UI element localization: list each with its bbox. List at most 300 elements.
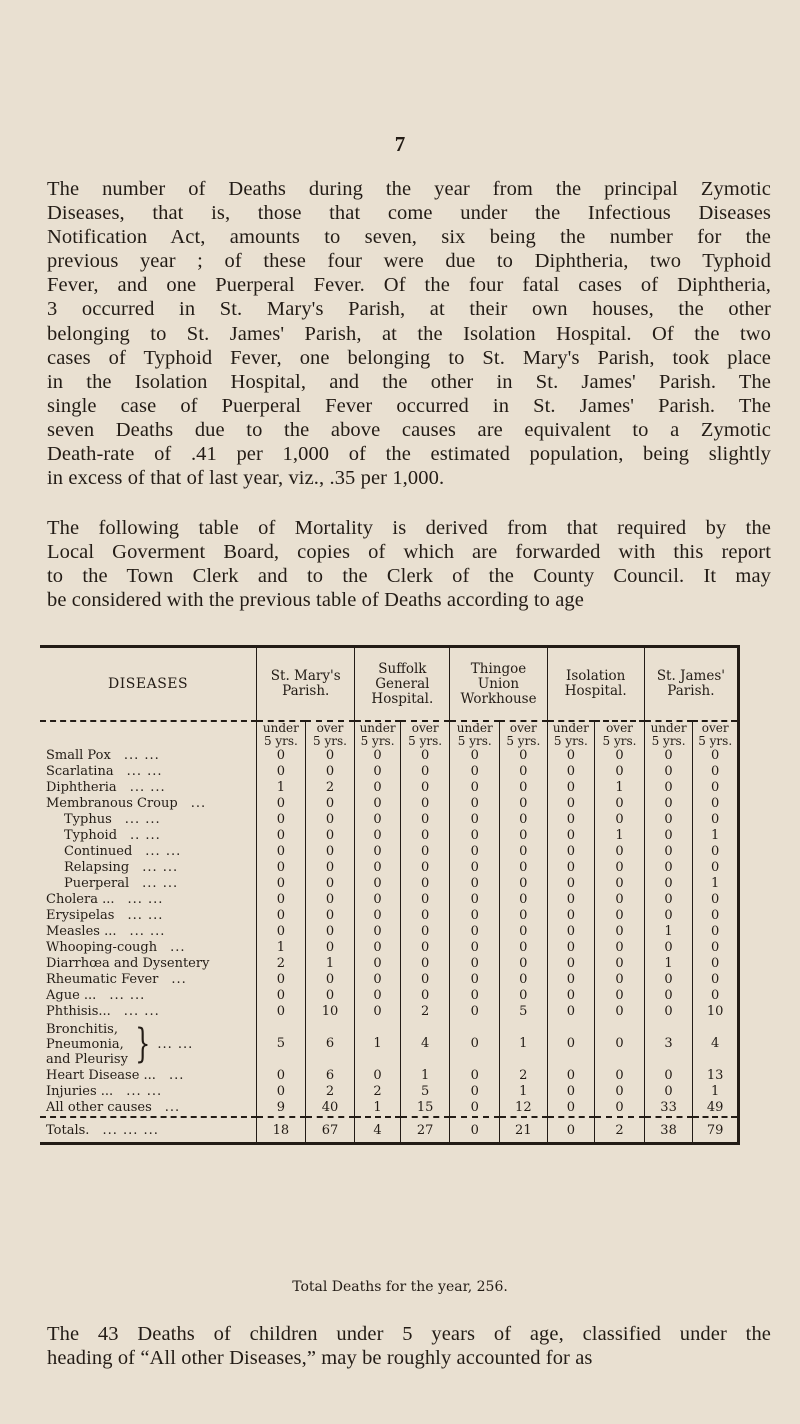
text-line: Notification Act, amounts to seven, six being the number for the bbox=[47, 226, 771, 249]
age-label: over bbox=[606, 721, 633, 735]
table-row bbox=[40, 1084, 739, 1100]
death-count-cell: 0 bbox=[257, 1004, 306, 1020]
text-line: single case of Puerperal Fever occurred in St. James' Parish. The bbox=[47, 394, 771, 417]
death-count-cell: 0 bbox=[547, 812, 595, 828]
brace-icon: } bbox=[135, 1021, 151, 1067]
death-count-cell: 0 bbox=[693, 988, 739, 1004]
age-label: 5 yrs. bbox=[553, 734, 588, 748]
table-row bbox=[40, 876, 739, 892]
disease-label: Puerperal bbox=[64, 876, 130, 891]
death-count-cell: 0 bbox=[355, 908, 401, 924]
death-count-cell: 0 bbox=[644, 764, 693, 780]
death-count-cell: 0 bbox=[693, 956, 739, 972]
disease-label: Small Pox bbox=[46, 748, 111, 763]
total-count-cell: 2 bbox=[595, 1117, 645, 1144]
age-header-over-5-yrs bbox=[400, 721, 450, 748]
death-count-cell: 0 bbox=[595, 764, 645, 780]
death-count-cell: 2 bbox=[305, 780, 355, 796]
leader-dots: ... ... bbox=[126, 1084, 163, 1099]
death-count-cell: 0 bbox=[450, 876, 500, 892]
death-count-cell: 0 bbox=[644, 812, 693, 828]
table-row bbox=[40, 1020, 739, 1068]
disease-label: Injuries ... bbox=[46, 1084, 114, 1099]
death-count-cell: 0 bbox=[547, 956, 595, 972]
age-label: 5 yrs. bbox=[360, 734, 395, 748]
death-count-cell: 0 bbox=[693, 972, 739, 988]
disease-label: Diarrhœa and Dysentery bbox=[46, 956, 210, 971]
group-header-line: Parish. bbox=[282, 683, 330, 699]
disease-label: All other causes bbox=[46, 1100, 152, 1115]
death-count-cell: 0 bbox=[547, 1068, 595, 1084]
death-count-cell: 0 bbox=[257, 876, 306, 892]
death-count-cell: 0 bbox=[305, 796, 355, 812]
death-count-cell: 0 bbox=[450, 988, 500, 1004]
age-label: over bbox=[509, 721, 537, 735]
text-line: seven Deaths due to the above causes are equivalent to a Zymotic bbox=[47, 418, 771, 441]
group-header-st-marys bbox=[257, 647, 355, 722]
death-count-cell: 0 bbox=[400, 748, 450, 764]
death-count-cell: 0 bbox=[257, 796, 306, 812]
death-count-cell: 0 bbox=[257, 844, 306, 860]
table-row bbox=[40, 924, 739, 940]
death-count-cell: 0 bbox=[257, 1068, 306, 1084]
table-row bbox=[40, 764, 739, 780]
death-count-cell: 0 bbox=[644, 780, 693, 796]
age-header-over-5-yrs bbox=[500, 721, 548, 748]
death-count-cell: 0 bbox=[547, 988, 595, 1004]
age-label: under bbox=[359, 721, 396, 735]
death-count-cell: 0 bbox=[400, 876, 450, 892]
death-count-cell: 0 bbox=[450, 1068, 500, 1084]
paragraph-children-deaths bbox=[47, 1322, 771, 1370]
death-count-cell: 0 bbox=[355, 796, 401, 812]
death-count-cell: 0 bbox=[355, 764, 401, 780]
death-count-cell: 4 bbox=[693, 1020, 739, 1068]
death-count-cell: 0 bbox=[400, 844, 450, 860]
death-count-cell: 0 bbox=[305, 764, 355, 780]
table-row bbox=[40, 796, 739, 812]
death-count-cell: 0 bbox=[355, 956, 401, 972]
text-line: previous year ; of these four were due to Diphtheria, two Typhoid bbox=[47, 250, 771, 273]
death-count-cell: 0 bbox=[693, 812, 739, 828]
death-count-cell: 0 bbox=[644, 828, 693, 844]
age-label: 5 yrs. bbox=[313, 734, 347, 748]
group-header-line: Workhouse bbox=[460, 690, 537, 707]
text-line: heading of “All other Diseases,” may be roughly accounted for as bbox=[47, 1347, 593, 1370]
disease-name-line: Pneumonia, bbox=[46, 1036, 124, 1052]
death-count-cell: 0 bbox=[595, 1020, 645, 1068]
age-header-under-5-yrs bbox=[547, 721, 595, 748]
disease-label: Ague ... bbox=[46, 988, 97, 1003]
death-count-cell: 0 bbox=[305, 908, 355, 924]
group-header-line: Suffolk bbox=[378, 660, 427, 677]
disease-name bbox=[40, 748, 257, 764]
death-count-cell: 0 bbox=[500, 780, 548, 796]
death-count-cell: 0 bbox=[400, 812, 450, 828]
death-count-cell: 0 bbox=[547, 828, 595, 844]
death-count-cell: 0 bbox=[500, 860, 548, 876]
death-count-cell: 0 bbox=[693, 924, 739, 940]
death-count-cell: 0 bbox=[257, 924, 306, 940]
table-row bbox=[40, 908, 739, 924]
leader-dots: ... ... bbox=[129, 924, 166, 939]
death-count-cell: 0 bbox=[500, 844, 548, 860]
age-label: 5 yrs. bbox=[698, 734, 733, 748]
disease-name bbox=[40, 780, 257, 796]
death-count-cell: 0 bbox=[693, 764, 739, 780]
death-count-cell: 0 bbox=[450, 1004, 500, 1020]
death-count-cell: 1 bbox=[305, 956, 355, 972]
leader-dots: ... ... bbox=[157, 1036, 194, 1052]
death-count-cell: 0 bbox=[305, 924, 355, 940]
disease-name bbox=[40, 1020, 257, 1068]
death-count-cell: 1 bbox=[355, 1020, 401, 1068]
text-line: Death-rate of .41 per 1,000 of the estimated population, being slightly bbox=[47, 443, 771, 466]
disease-label: Relapsing bbox=[64, 860, 130, 875]
death-count-cell: 0 bbox=[450, 972, 500, 988]
death-count-cell: 5 bbox=[257, 1020, 306, 1068]
disease-label: Scarlatina bbox=[46, 764, 114, 779]
age-label: 5 yrs. bbox=[408, 734, 443, 748]
leader-dots: ... ... bbox=[145, 844, 182, 859]
death-count-cell: 0 bbox=[500, 956, 548, 972]
death-count-cell: 0 bbox=[644, 908, 693, 924]
death-count-cell: 0 bbox=[500, 972, 548, 988]
death-count-cell: 0 bbox=[547, 748, 595, 764]
death-count-cell: 0 bbox=[644, 796, 693, 812]
death-count-cell: 3 bbox=[644, 1020, 693, 1068]
text-line: be considered with the previous table of Deaths according to age bbox=[47, 589, 584, 612]
death-count-cell: 0 bbox=[595, 940, 645, 956]
disease-label: Measles ... bbox=[46, 924, 117, 939]
death-count-cell: 13 bbox=[693, 1068, 739, 1084]
death-count-cell: 0 bbox=[450, 860, 500, 876]
death-count-cell: 0 bbox=[693, 780, 739, 796]
group-header-line: General bbox=[375, 675, 430, 692]
leader-dots: ... ... bbox=[127, 892, 164, 907]
death-count-cell: 5 bbox=[500, 1004, 548, 1020]
death-count-cell: 15 bbox=[400, 1100, 450, 1117]
leader-dots: ... ... bbox=[123, 1004, 160, 1019]
age-label: under bbox=[552, 721, 589, 735]
text-line: to the Town Clerk and to the Clerk of the County Council. It may bbox=[47, 565, 771, 588]
death-count-cell: 0 bbox=[305, 876, 355, 892]
death-count-cell: 0 bbox=[500, 988, 548, 1004]
group-header-suffolk-general bbox=[355, 647, 450, 722]
disease-name bbox=[40, 1100, 257, 1117]
disease-label: Phthisis... bbox=[46, 1004, 111, 1019]
table-row bbox=[40, 940, 739, 956]
disease-label: Membranous Croup bbox=[46, 796, 178, 811]
death-count-cell: 0 bbox=[644, 1084, 693, 1100]
disease-name bbox=[40, 764, 257, 780]
table-age-header-row bbox=[40, 721, 739, 748]
death-count-cell: 0 bbox=[355, 972, 401, 988]
death-count-cell: 0 bbox=[450, 1100, 500, 1117]
table-row bbox=[40, 892, 739, 908]
death-count-cell: 0 bbox=[547, 972, 595, 988]
group-header-thingoe-workhouse bbox=[450, 647, 547, 722]
age-label: 5 yrs. bbox=[263, 734, 298, 748]
disease-label: Heart Disease ... bbox=[46, 1068, 156, 1083]
death-count-cell: 0 bbox=[547, 1100, 595, 1117]
death-count-cell: 0 bbox=[595, 796, 645, 812]
age-label: 5 yrs. bbox=[651, 734, 686, 748]
death-count-cell: 1 bbox=[500, 1084, 548, 1100]
totals-label-text: Totals. bbox=[46, 1122, 90, 1138]
table-row bbox=[40, 780, 739, 796]
age-label: under bbox=[650, 721, 687, 735]
death-count-cell: 0 bbox=[644, 860, 693, 876]
total-count-cell: 79 bbox=[693, 1117, 739, 1144]
death-count-cell: 0 bbox=[400, 828, 450, 844]
death-count-cell: 0 bbox=[355, 860, 401, 876]
disease-label: Whooping-cough bbox=[46, 940, 158, 955]
disease-name bbox=[40, 812, 257, 828]
total-count-cell: 21 bbox=[500, 1117, 548, 1144]
death-count-cell: 1 bbox=[400, 1068, 450, 1084]
age-label: under bbox=[456, 721, 493, 735]
death-count-cell: 0 bbox=[595, 1100, 645, 1117]
group-header-line: St. Mary's bbox=[270, 668, 341, 684]
page-number: 7 bbox=[394, 132, 406, 156]
death-count-cell: 0 bbox=[547, 796, 595, 812]
leader-dots: ... ... bbox=[123, 748, 160, 763]
death-count-cell: 12 bbox=[500, 1100, 548, 1117]
death-count-cell: 0 bbox=[547, 1020, 595, 1068]
text-line: The number of Deaths during the year from the principal Zymotic bbox=[47, 178, 771, 200]
death-count-cell: 0 bbox=[450, 940, 500, 956]
death-count-cell: 0 bbox=[257, 764, 306, 780]
death-count-cell: 0 bbox=[693, 908, 739, 924]
total-count-cell: 27 bbox=[400, 1117, 450, 1144]
age-label: over bbox=[411, 721, 439, 735]
death-count-cell: 0 bbox=[257, 892, 306, 908]
death-count-cell: 0 bbox=[595, 844, 645, 860]
death-count-cell: 0 bbox=[693, 940, 739, 956]
death-count-cell: 0 bbox=[595, 812, 645, 828]
death-count-cell: 0 bbox=[400, 988, 450, 1004]
disease-name bbox=[40, 828, 257, 844]
disease-name bbox=[40, 924, 257, 940]
death-count-cell: 0 bbox=[693, 844, 739, 860]
death-count-cell: 0 bbox=[500, 940, 548, 956]
paragraph-mortality-table-intro bbox=[47, 516, 771, 612]
disease-label: Erysipelas bbox=[46, 908, 115, 923]
table-group-header-row bbox=[40, 647, 739, 722]
death-count-cell: 0 bbox=[450, 892, 500, 908]
blank-cell bbox=[40, 721, 257, 748]
leader-dots: ... ... bbox=[142, 876, 179, 891]
group-header-line: Union bbox=[477, 675, 520, 692]
disease-name bbox=[40, 876, 257, 892]
death-count-cell: 0 bbox=[450, 1020, 500, 1068]
age-label: 5 yrs. bbox=[602, 734, 637, 748]
total-count-cell: 67 bbox=[305, 1117, 355, 1144]
death-count-cell: 0 bbox=[450, 748, 500, 764]
total-count-cell: 18 bbox=[257, 1117, 306, 1144]
death-count-cell: 0 bbox=[355, 780, 401, 796]
death-count-cell: 0 bbox=[450, 924, 500, 940]
death-count-cell: 0 bbox=[305, 828, 355, 844]
death-count-cell: 0 bbox=[644, 748, 693, 764]
death-count-cell: 0 bbox=[450, 764, 500, 780]
age-label: 5 yrs. bbox=[506, 734, 541, 748]
death-count-cell: 0 bbox=[595, 956, 645, 972]
death-count-cell: 0 bbox=[644, 988, 693, 1004]
death-count-cell: 0 bbox=[595, 892, 645, 908]
death-count-cell: 0 bbox=[400, 796, 450, 812]
table-row bbox=[40, 988, 739, 1004]
leader-dots: ... bbox=[170, 940, 186, 955]
table-row bbox=[40, 828, 739, 844]
disease-name bbox=[40, 940, 257, 956]
death-count-cell: 0 bbox=[547, 940, 595, 956]
death-count-cell: 0 bbox=[547, 876, 595, 892]
table-row bbox=[40, 748, 739, 764]
diseases-header: DISEASES bbox=[40, 647, 257, 722]
disease-label: Rheumatic Fever bbox=[46, 972, 159, 987]
total-count-cell: 38 bbox=[644, 1117, 693, 1144]
age-header-under-5-yrs bbox=[257, 721, 306, 748]
leader-dots: ... ... bbox=[124, 812, 161, 827]
death-count-cell: 0 bbox=[693, 796, 739, 812]
death-count-cell: 1 bbox=[595, 828, 645, 844]
death-count-cell: 0 bbox=[500, 764, 548, 780]
death-count-cell: 0 bbox=[355, 828, 401, 844]
death-count-cell: 0 bbox=[547, 780, 595, 796]
death-count-cell: 0 bbox=[355, 748, 401, 764]
death-count-cell: 0 bbox=[305, 748, 355, 764]
death-count-cell: 0 bbox=[400, 924, 450, 940]
death-count-cell: 0 bbox=[450, 956, 500, 972]
leader-dots: ... ... bbox=[109, 988, 146, 1003]
group-header-line: Isolation bbox=[566, 668, 626, 684]
text-line: belonging to St. James' Parish, at the Isolation Hospital. Of the two bbox=[47, 322, 771, 345]
death-count-cell: 0 bbox=[257, 908, 306, 924]
death-count-cell: 0 bbox=[305, 844, 355, 860]
death-count-cell: 9 bbox=[257, 1100, 306, 1117]
table-row bbox=[40, 1068, 739, 1084]
death-count-cell: 0 bbox=[595, 924, 645, 940]
leader-dots: ... bbox=[164, 1100, 181, 1115]
death-count-cell: 0 bbox=[450, 908, 500, 924]
death-count-cell: 0 bbox=[500, 812, 548, 828]
text-line: Fever, and one Puerperal Fever. Of the four fatal cases of Diphtheria, bbox=[47, 274, 771, 297]
leader-dots: ... ... bbox=[129, 780, 166, 795]
death-count-cell: 0 bbox=[257, 860, 306, 876]
death-count-cell: 0 bbox=[450, 780, 500, 796]
table-row bbox=[40, 956, 739, 972]
death-count-cell: 0 bbox=[355, 988, 401, 1004]
leader-dots: ... bbox=[171, 972, 187, 987]
death-count-cell: 0 bbox=[500, 908, 548, 924]
totals-label bbox=[40, 1117, 257, 1144]
total-count-cell: 0 bbox=[450, 1117, 500, 1144]
table-body bbox=[40, 748, 739, 1144]
death-count-cell: 0 bbox=[355, 940, 401, 956]
death-count-cell: 0 bbox=[450, 1084, 500, 1100]
death-count-cell: 0 bbox=[644, 876, 693, 892]
death-count-cell: 0 bbox=[547, 1004, 595, 1020]
death-count-cell: 0 bbox=[400, 860, 450, 876]
death-count-cell: 1 bbox=[644, 924, 693, 940]
death-count-cell: 0 bbox=[693, 892, 739, 908]
death-count-cell: 0 bbox=[595, 1084, 645, 1100]
age-label: over bbox=[701, 721, 729, 735]
death-count-cell: 1 bbox=[693, 1084, 739, 1100]
text-line: The following table of Mortality is derived from that required by the bbox=[47, 517, 771, 539]
total-deaths-caption: Total Deaths for the year, 256. bbox=[292, 1279, 508, 1295]
death-count-cell: 0 bbox=[305, 812, 355, 828]
death-count-cell: 1 bbox=[355, 1100, 401, 1117]
death-count-cell: 0 bbox=[257, 972, 306, 988]
mortality-table-container bbox=[40, 645, 740, 1145]
death-count-cell: 0 bbox=[400, 764, 450, 780]
group-header-line: Thingoe bbox=[470, 660, 527, 677]
disease-name bbox=[40, 988, 257, 1004]
death-count-cell: 0 bbox=[305, 940, 355, 956]
disease-label: Typhus bbox=[64, 812, 112, 827]
age-header-under-5-yrs bbox=[355, 721, 401, 748]
text-line: Local Goverment Board, copies of which are forwarded with this report bbox=[47, 541, 771, 564]
leader-dots: ... ... ... bbox=[102, 1122, 159, 1138]
death-count-cell: 0 bbox=[355, 924, 401, 940]
death-count-cell: 0 bbox=[400, 908, 450, 924]
disease-label: Cholera ... bbox=[46, 892, 115, 907]
paragraph-zymotic-deaths bbox=[47, 177, 771, 490]
totals-row bbox=[40, 1117, 739, 1144]
death-count-cell: 0 bbox=[644, 1068, 693, 1084]
death-count-cell: 0 bbox=[500, 796, 548, 812]
death-count-cell: 6 bbox=[305, 1068, 355, 1084]
death-count-cell: 1 bbox=[257, 780, 306, 796]
age-label: over bbox=[316, 721, 344, 735]
death-count-cell: 0 bbox=[500, 892, 548, 908]
disease-name bbox=[40, 796, 257, 812]
death-count-cell: 0 bbox=[400, 956, 450, 972]
text-line: 3 occurred in St. Mary's Parish, at their own houses, the other bbox=[47, 298, 771, 321]
age-label: under bbox=[262, 721, 299, 735]
death-count-cell: 0 bbox=[257, 748, 306, 764]
total-count-cell: 4 bbox=[355, 1117, 401, 1144]
age-header-over-5-yrs bbox=[305, 721, 355, 748]
death-count-cell: 2 bbox=[355, 1084, 401, 1100]
group-header-line: Hospital. bbox=[564, 683, 627, 699]
death-count-cell: 0 bbox=[400, 940, 450, 956]
death-count-cell: 0 bbox=[355, 1068, 401, 1084]
death-count-cell: 0 bbox=[547, 844, 595, 860]
death-count-cell: 0 bbox=[450, 812, 500, 828]
death-count-cell: 0 bbox=[305, 892, 355, 908]
death-count-cell: 10 bbox=[693, 1004, 739, 1020]
death-count-cell: 2 bbox=[305, 1084, 355, 1100]
disease-name bbox=[40, 892, 257, 908]
death-count-cell: 2 bbox=[400, 1004, 450, 1020]
death-count-cell: 1 bbox=[693, 828, 739, 844]
disease-name bbox=[40, 1068, 257, 1084]
text-line: cases of Typhoid Fever, one belonging to St. Mary's Parish, took place bbox=[47, 346, 771, 369]
text-line: in the Isolation Hospital, and the other in St. James' Parish. The bbox=[47, 370, 771, 393]
age-header-under-5-yrs bbox=[450, 721, 500, 748]
age-header-over-5-yrs bbox=[595, 721, 645, 748]
group-header-line: Hospital. bbox=[371, 690, 434, 707]
death-count-cell: 0 bbox=[547, 1084, 595, 1100]
age-label: 5 yrs. bbox=[457, 734, 492, 748]
total-count-cell: 0 bbox=[547, 1117, 595, 1144]
death-count-cell: 0 bbox=[500, 828, 548, 844]
death-count-cell: 1 bbox=[644, 956, 693, 972]
